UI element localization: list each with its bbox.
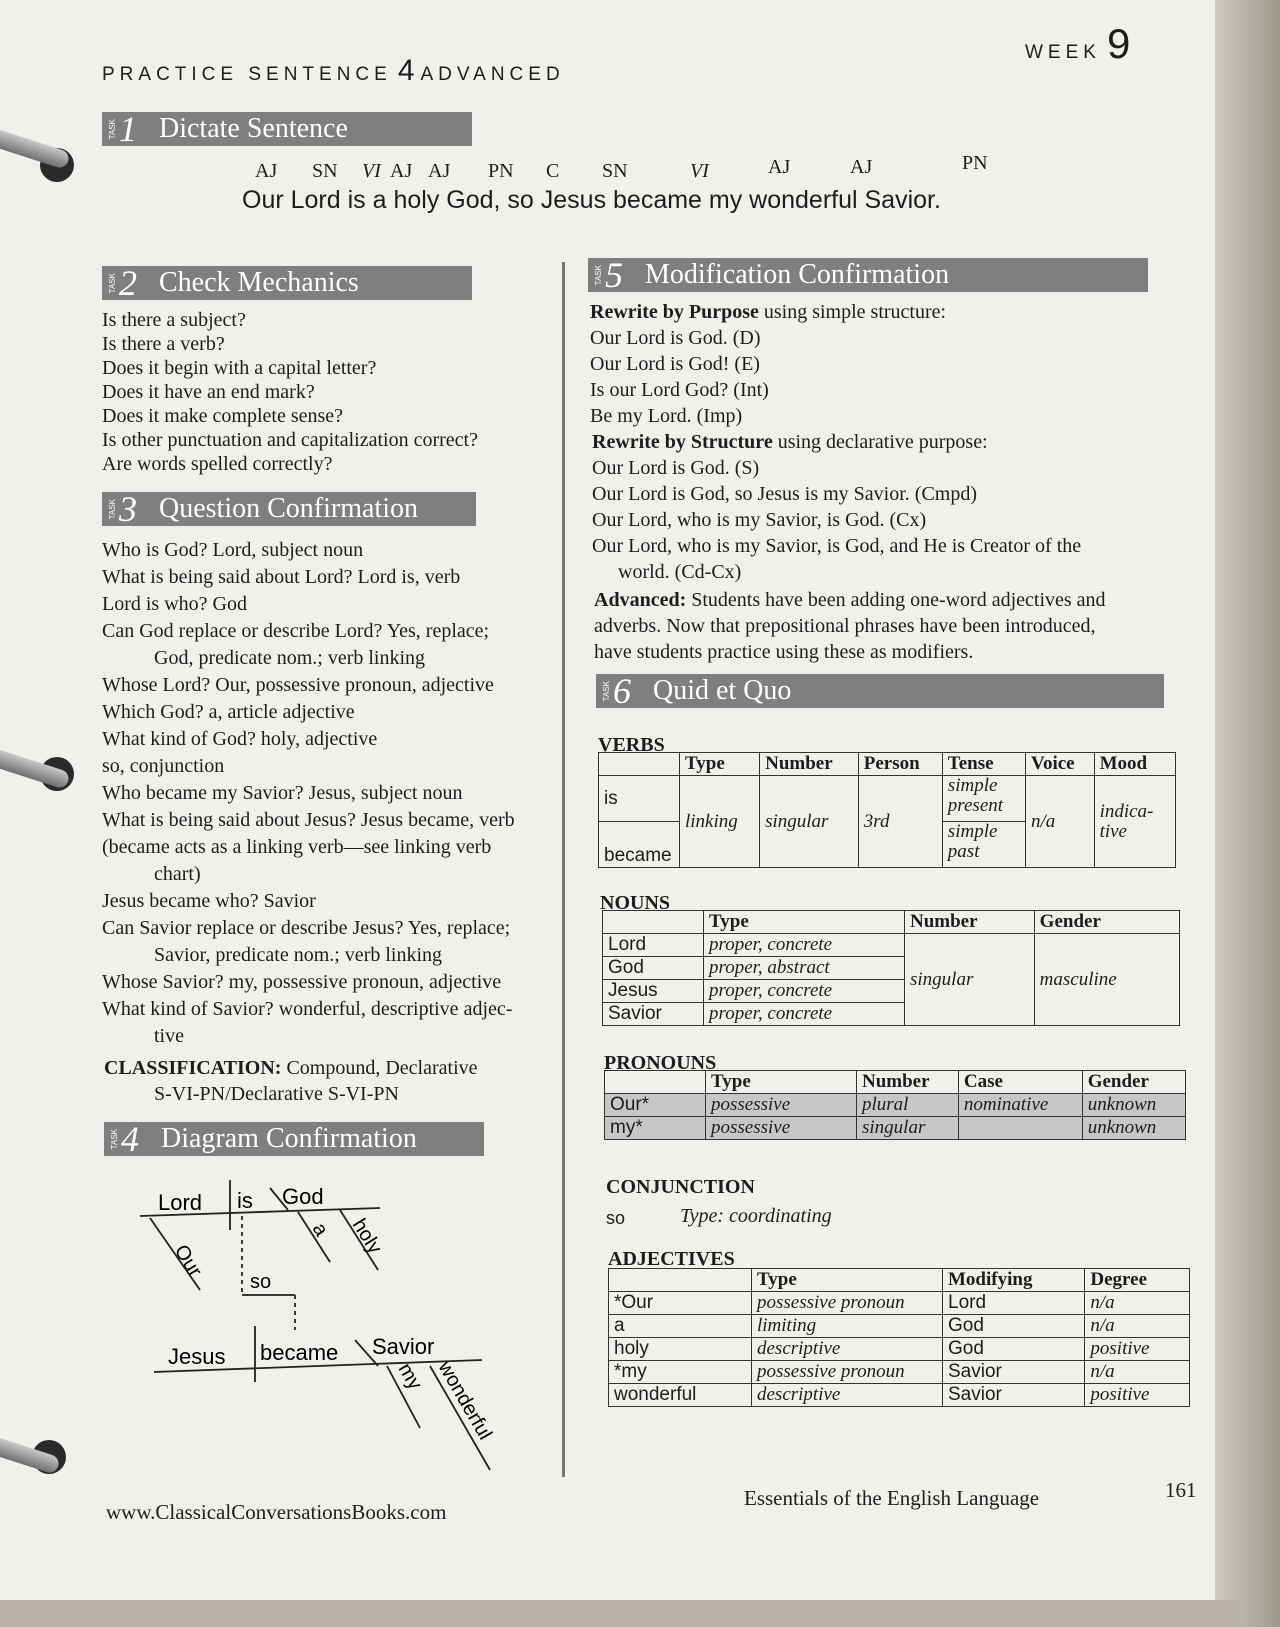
verb-word: is	[599, 776, 680, 822]
question-line: Which God? a, article adjective	[102, 701, 355, 723]
table-header: Number	[905, 911, 1035, 934]
noun-word: Jesus	[603, 980, 704, 1003]
noun-type: proper, concrete	[704, 1003, 905, 1026]
table-header: Number	[760, 753, 859, 776]
question-line: What is being said about Jesus? Jesus became, verb	[102, 809, 515, 831]
noun-type: proper, concrete	[704, 934, 905, 957]
advanced-text: have students practice using these as modifiers.	[594, 641, 974, 663]
mechanics-question: Does it make complete sense?	[102, 405, 344, 427]
pronoun-number: singular	[857, 1117, 959, 1140]
question-line: Who is God? Lord, subject noun	[102, 539, 364, 561]
underlying-sheet	[0, 1600, 1240, 1627]
task-number: 2	[119, 263, 137, 303]
table-header: Degree	[1085, 1269, 1190, 1292]
verb-type: linking	[680, 776, 760, 868]
adjective-modifying: Savior	[943, 1384, 1085, 1407]
binder-ring	[0, 748, 71, 790]
rewrite-line: Our Lord is God, so Jesus is my Savior. (Cmpd)	[592, 483, 977, 505]
table-header: Modifying	[943, 1269, 1085, 1292]
verbs-heading: VERBS	[598, 734, 665, 756]
table-header	[605, 1071, 706, 1094]
task-number: 5	[605, 255, 623, 295]
adjective-word: a	[609, 1315, 752, 1338]
adjective-type: limiting	[752, 1315, 943, 1338]
task-title: Quid et Quo	[653, 675, 792, 706]
adjective-type: descriptive	[752, 1338, 943, 1361]
task-number: 1	[119, 109, 137, 149]
question-line: Whose Savior? my, possessive pronoun, adjective	[102, 971, 502, 993]
diagram-word: holy	[347, 1214, 386, 1258]
tense-word: simple	[947, 821, 998, 842]
task-number: 3	[119, 489, 137, 529]
task5-header	[588, 255, 1148, 295]
pos-tag: VI	[690, 160, 709, 182]
task3-header	[102, 489, 476, 529]
conjunction-type: Type: coordinating	[680, 1205, 832, 1227]
verb-tense-1	[942, 776, 1025, 822]
pos-tag: SN	[602, 160, 628, 182]
dictation-sentence: Our Lord is a holy God, so Jesus became my wonderful Savior.	[242, 186, 941, 214]
question-line: What is being said about Lord? Lord is, verb	[102, 566, 461, 588]
purpose-label: Rewrite by Purpose	[590, 301, 759, 323]
header-prefix: PRACTICE SENTENCE	[102, 64, 392, 85]
pronoun-type: possessive	[706, 1094, 857, 1117]
table-header: Mood	[1094, 753, 1175, 776]
page-number: 161	[1165, 1478, 1197, 1502]
task1-header	[102, 109, 472, 149]
mechanics-question: Is there a subject?	[102, 309, 246, 331]
task-tag: TASK	[108, 498, 117, 520]
table-header	[609, 1269, 752, 1292]
week-number: 9	[1106, 20, 1131, 67]
task-number: 4	[121, 1119, 139, 1159]
rewrite-line: Our Lord is God. (D)	[590, 327, 761, 349]
noun-number: singular	[905, 934, 1035, 1026]
task2-header	[102, 263, 472, 303]
mechanics-question: Is other punctuation and capitalization correct?	[102, 429, 478, 451]
adjective-degree: positive	[1085, 1338, 1190, 1361]
adjective-modifying: Savior	[943, 1361, 1085, 1384]
pos-tag: PN	[962, 152, 988, 174]
week-label	[1025, 20, 1130, 68]
mood-word: indica-	[1099, 800, 1154, 822]
classification-pattern: S-VI-PN/Declarative S-VI-PN	[154, 1083, 399, 1105]
pos-tag: C	[546, 160, 560, 182]
diagram-word: so	[250, 1271, 272, 1293]
structure-rest: using declarative purpose:	[777, 431, 988, 453]
question-line: What kind of God? holy, adjective	[102, 728, 378, 750]
rewrite-line: Our Lord is God! (E)	[590, 353, 760, 375]
adjective-modifying: Lord	[943, 1292, 1085, 1315]
verbs-table	[598, 752, 1176, 868]
rewrite-line: Our Lord, who is my Savior, is God, and He is Creator of the	[592, 535, 1082, 557]
diagram-word: became	[260, 1340, 339, 1365]
table-header: Person	[858, 753, 942, 776]
advanced-text: adverbs. Now that prepositional phrases have been introduced,	[594, 615, 1096, 637]
adjective-type: possessive pronoun	[752, 1292, 943, 1315]
structure-heading	[592, 430, 988, 454]
conjunction-heading: CONJUNCTION	[606, 1176, 755, 1198]
pronoun-gender: unknown	[1082, 1117, 1185, 1140]
question-line: Whose Lord? Our, possessive pronoun, adjective	[102, 674, 494, 696]
question-line: Can God replace or describe Lord? Yes, replace;	[102, 620, 490, 642]
tense-word: past	[947, 841, 980, 862]
question-line: God, predicate nom.; verb linking	[154, 647, 426, 669]
diagram-word: Our	[169, 1240, 207, 1281]
table-header: Tense	[942, 753, 1025, 776]
purpose-heading	[590, 300, 946, 324]
task-title: Modification Confirmation	[645, 259, 950, 290]
diagram-word: wonderful	[433, 1357, 497, 1444]
task-tag: TASK	[108, 272, 117, 294]
verb-person: 3rd	[858, 776, 942, 868]
adjective-word: *my	[609, 1361, 752, 1384]
mechanics-question: Does it begin with a capital letter?	[102, 357, 377, 379]
structure-label: Rewrite by Structure	[592, 431, 773, 453]
table-header	[603, 911, 704, 934]
adjective-word: holy	[609, 1338, 752, 1361]
advanced-text: Students have been adding one-word adjectives and	[691, 589, 1106, 611]
page-header	[102, 54, 565, 88]
adjectives-heading: ADJECTIVES	[608, 1248, 735, 1270]
purpose-rest: using simple structure:	[763, 301, 947, 323]
pronoun-number: plural	[857, 1094, 959, 1117]
task-number: 6	[613, 671, 631, 711]
diagram-word: Jesus	[168, 1344, 226, 1369]
pronouns-table	[604, 1070, 1186, 1140]
verb-tense-2	[942, 822, 1025, 868]
nouns-heading: NOUNS	[600, 892, 671, 914]
question-line: Savior, predicate nom.; verb linking	[154, 944, 443, 966]
pos-tags	[250, 152, 1030, 184]
pronoun-word: Our*	[605, 1094, 706, 1117]
conjunction-word: so	[606, 1208, 626, 1228]
diagram-word: Savior	[372, 1334, 435, 1359]
question-line: tive	[154, 1025, 184, 1047]
pronouns-heading: PRONOUNS	[604, 1052, 717, 1074]
verb-mood	[1094, 776, 1175, 868]
mechanics-question: Does it have an end mark?	[102, 381, 315, 403]
footer-url: www.ClassicalConversationsBooks.com	[106, 1500, 447, 1524]
table-header: Gender	[1034, 911, 1179, 934]
diagram-word: Lord	[158, 1190, 203, 1215]
header-suffix: ADVANCED	[420, 64, 565, 85]
question-line: so, conjunction	[102, 755, 225, 777]
adjective-degree: n/a	[1085, 1315, 1190, 1338]
adjective-type: possessive pronoun	[752, 1361, 943, 1384]
task-tag: TASK	[602, 680, 611, 702]
rewrite-line: Our Lord, who is my Savior, is God. (Cx)	[592, 509, 927, 531]
table-header: Case	[958, 1071, 1082, 1094]
task-title: Dictate Sentence	[159, 113, 348, 144]
page-edge-shadow	[1215, 0, 1280, 1627]
pronoun-case	[958, 1117, 1082, 1140]
pos-tag: SN	[312, 160, 338, 182]
tense-word: simple	[947, 775, 998, 796]
sentence-diagram	[130, 1170, 530, 1480]
mechanics-question: Are words spelled correctly?	[102, 453, 333, 475]
adjective-modifying: God	[943, 1338, 1085, 1361]
table-header: Type	[752, 1269, 943, 1292]
diagram-word: a	[307, 1218, 333, 1241]
rewrite-line: world. (Cd-Cx)	[618, 561, 742, 583]
table-header	[599, 753, 680, 776]
binder-ring	[0, 128, 71, 170]
verb-voice: n/a	[1025, 776, 1094, 868]
task4-header	[104, 1119, 484, 1159]
pos-tag: AJ	[850, 156, 873, 178]
verb-word: became	[599, 822, 680, 868]
diagram-word: is	[237, 1188, 253, 1213]
question-line: Can Savior replace or describe Jesus? Yes, replace;	[102, 917, 511, 939]
adjective-type: descriptive	[752, 1384, 943, 1407]
table-header: Type	[680, 753, 760, 776]
tense-word: present	[947, 795, 1004, 816]
question-line: Who became my Savior? Jesus, subject noun	[102, 782, 463, 804]
task-tag: TASK	[108, 118, 117, 140]
footer-book-title: Essentials of the English Language	[744, 1486, 1040, 1510]
nouns-table	[602, 910, 1180, 1026]
adjective-degree: n/a	[1085, 1361, 1190, 1384]
advanced-note	[594, 588, 1106, 612]
adjective-word: wonderful	[609, 1384, 752, 1407]
table-header: Type	[704, 911, 905, 934]
table-header: Type	[706, 1071, 857, 1094]
task-title: Question Confirmation	[159, 493, 418, 524]
table-header: Gender	[1082, 1071, 1185, 1094]
adjective-modifying: God	[943, 1315, 1085, 1338]
advanced-label: Advanced:	[594, 589, 687, 611]
noun-type: proper, concrete	[704, 980, 905, 1003]
adjective-degree: n/a	[1085, 1292, 1190, 1315]
mechanics-question: Is there a verb?	[102, 333, 225, 355]
rewrite-line: Is our Lord God? (Int)	[590, 379, 769, 401]
task-tag: TASK	[594, 264, 603, 286]
mood-word: tive	[1099, 820, 1127, 842]
pos-tag: VI	[362, 160, 381, 182]
pos-tag: AJ	[390, 160, 413, 182]
week-text: WEEK	[1025, 42, 1101, 63]
column-divider	[562, 262, 565, 1477]
pronoun-gender: unknown	[1082, 1094, 1185, 1117]
pronoun-case: nominative	[958, 1094, 1082, 1117]
pronoun-word: my*	[605, 1117, 706, 1140]
classification-label: CLASSIFICATION:	[104, 1057, 282, 1079]
question-line: chart)	[154, 863, 201, 885]
pos-tag: AJ	[428, 160, 451, 182]
question-line: (became acts as a linking verb—see linking verb	[102, 836, 492, 858]
pos-tag: AJ	[768, 156, 791, 178]
pos-tag: PN	[488, 160, 514, 182]
noun-word: Lord	[603, 934, 704, 957]
diagram-word: my	[393, 1359, 427, 1394]
task-title: Diagram Confirmation	[161, 1123, 417, 1154]
pronoun-type: possessive	[706, 1117, 857, 1140]
noun-type: proper, abstract	[704, 957, 905, 980]
task6-header	[596, 671, 1164, 711]
pos-tag: AJ	[255, 160, 278, 182]
classification	[104, 1056, 478, 1080]
rewrite-line: Be my Lord. (Imp)	[590, 405, 743, 427]
rewrite-line: Our Lord is God. (S)	[592, 457, 760, 479]
adjective-word: *Our	[609, 1292, 752, 1315]
adjective-degree: positive	[1085, 1384, 1190, 1407]
task-title: Check Mechanics	[159, 267, 359, 298]
task-tag: TASK	[110, 1128, 119, 1150]
question-line: Lord is who? God	[102, 593, 247, 615]
diagram-word: God	[282, 1184, 324, 1209]
classification-text: Compound, Declarative	[286, 1057, 478, 1079]
noun-word: Savior	[603, 1003, 704, 1026]
noun-gender: masculine	[1034, 934, 1179, 1026]
question-line: What kind of Savior? wonderful, descriptive adjec-	[102, 998, 513, 1020]
adjectives-table	[608, 1268, 1190, 1407]
table-header: Voice	[1025, 753, 1094, 776]
verb-number: singular	[760, 776, 859, 868]
table-header: Number	[857, 1071, 959, 1094]
noun-word: God	[603, 957, 704, 980]
question-line: Jesus became who? Savior	[102, 890, 316, 912]
header-number: 4	[397, 54, 415, 87]
